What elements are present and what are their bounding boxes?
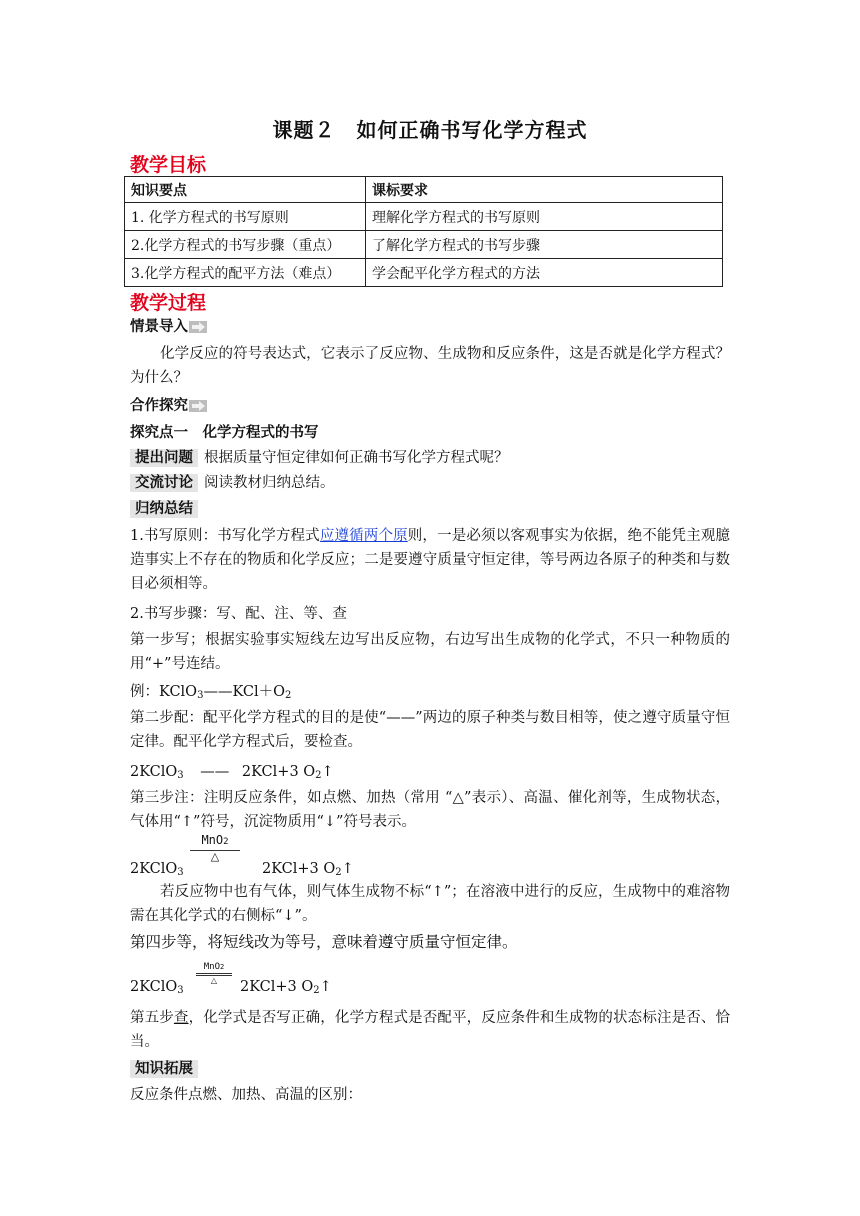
step5-post: ，化学式是否写正确，化学方程式是否配平，反应条件和生成物的状态标注是否、恰当。 xyxy=(130,1010,731,1050)
gas-arrow: ↑ xyxy=(341,861,354,877)
arrow-right-icon xyxy=(189,321,207,333)
eq4-right xyxy=(240,975,332,1003)
step5-paragraph xyxy=(130,1006,730,1054)
table-header-cell: 知识要点 xyxy=(125,177,366,203)
eq-subscript: 3 xyxy=(197,690,204,701)
coop-heading-label: 合作探究 xyxy=(130,398,188,414)
step2-paragraph: 第二步配：配平化学方程式的目的是使“——”两边的原子种类与数目相等，使之遵守质量守恒定律。配平化学方程式后，要检查。 xyxy=(130,710,730,750)
intro-heading xyxy=(130,315,730,339)
eq-text: 2KClO xyxy=(130,764,178,780)
eq3-condition xyxy=(190,834,240,863)
extend-line xyxy=(130,1057,730,1081)
table-header-row xyxy=(125,177,723,203)
eq-text: ——KCl＋O xyxy=(203,684,285,700)
intro-paragraph: 化学反应的符号表达式，它表示了反应物、生成物和反应条件，这是否就是化学方程式？为什么？ xyxy=(130,346,730,386)
eq-subscript: 3 xyxy=(177,867,184,878)
example1-equation xyxy=(130,680,291,708)
table-header-cell: 课标要求 xyxy=(366,177,723,203)
eq-text: 2KCl+3 O xyxy=(262,861,336,877)
table-cell: 理解化学方程式的书写原则 xyxy=(366,203,723,231)
gas-arrow: ↑ xyxy=(321,764,334,780)
table-cell: 1. 化学方程式的书写原则 xyxy=(125,203,366,231)
goals-table xyxy=(124,176,723,287)
gas-arrow: ↑ xyxy=(319,979,332,995)
intro-heading-label: 情景导入 xyxy=(130,319,188,335)
discuss-text: 阅读教材归纳总结。 xyxy=(204,475,335,491)
eq2-equation xyxy=(130,760,334,788)
summary-tag: 归纳总结 xyxy=(130,500,198,518)
eq-subscript: 2 xyxy=(285,690,292,701)
eq-text: 2KClO xyxy=(130,979,178,995)
principle-post: 则，一是必须以客观事实为依据，绝不能凭主观臆造事实上不存在的物质和化学反应；二是要遵守质量守恒定律，等号两边各原子的种类和与数目必须相等。 xyxy=(130,528,731,592)
principle-paragraph xyxy=(130,524,730,596)
section-heading-process: 教学过程 xyxy=(130,292,207,314)
eq-subscript: 2 xyxy=(313,985,320,996)
step5-word: 查 xyxy=(173,1010,189,1026)
step1-paragraph: 第一步写；根据实验事实短线左边写出反应物，右边写出生成物的化学式，不只一种物质的用“+”号连结。 xyxy=(130,632,730,672)
ask-tag: 提出问题 xyxy=(130,449,198,467)
catalyst-label: MnO xyxy=(203,962,221,972)
heat-symbol: △ xyxy=(210,850,220,863)
point1-heading: 探究点一 化学方程式的书写 xyxy=(130,425,319,441)
table-cell: 2.化学方程式的书写步骤（重点） xyxy=(125,231,366,259)
coop-heading xyxy=(130,394,730,418)
catalyst-subscript: 2 xyxy=(220,963,225,971)
table-row xyxy=(125,259,723,287)
ask-line xyxy=(130,446,730,470)
table-row xyxy=(125,231,723,259)
table-cell: 学会配平化学方程式的方法 xyxy=(366,259,723,287)
extend-text: 反应条件点燃、加热、高温的区别： xyxy=(130,1087,362,1103)
eq-text: 2KClO xyxy=(130,861,178,877)
table-cell: 3.化学方程式的配平方法（难点） xyxy=(125,259,366,287)
steps-line: 2.书写步骤：写、配、注、等、查 xyxy=(130,606,347,622)
step3-paragraph: 第三步注：注明反应条件，如点燃、加热（常用 “△”表示）、高温、催化剂等，生成物状态，气体用“↑”符号，沉淀物质用“↓”符号表示。 xyxy=(130,790,730,830)
section-heading-goals: 教学目标 xyxy=(130,154,207,176)
catalyst-label: MnO xyxy=(201,833,224,847)
eq-text: 2KCl+3 O xyxy=(240,979,314,995)
step5-pre: 第五步 xyxy=(130,1010,174,1026)
principle-pre: 1.书写原则：书写化学方程式 xyxy=(130,528,320,544)
step4-line: 第四步等，将短线改为等号，意味着遵守质量守恒定律。 xyxy=(130,933,518,951)
eq-subscript: 3 xyxy=(177,985,184,996)
eq-subscript: 2 xyxy=(315,770,322,781)
discuss-tag: 交流讨论 xyxy=(130,474,198,492)
eq4-condition xyxy=(196,962,232,985)
eq-subscript: 2 xyxy=(335,867,342,878)
arrow-right-icon xyxy=(189,400,207,412)
eq-dash: —— xyxy=(200,764,230,780)
ask-text: 根据质量守恒定律如何正确书写化学方程式呢？ xyxy=(204,450,509,466)
extend-tag: 知识拓展 xyxy=(130,1060,198,1078)
gas-note-paragraph: 若反应物中也有气体，则气体生成物不标“↑”；在溶液中进行的反应，生成物中的难溶物需在其化学式的右侧标“↓”。 xyxy=(130,884,730,924)
heat-symbol: △ xyxy=(210,976,218,985)
table-cell: 了解化学方程式的书写步骤 xyxy=(366,231,723,259)
page-title: 课题２ 如何正确书写化学方程式 xyxy=(272,118,588,142)
eq-text: 2KCl+3 O xyxy=(241,764,316,780)
discuss-line xyxy=(130,471,730,495)
eq-subscript: 3 xyxy=(177,770,184,781)
table-row xyxy=(125,203,723,231)
eq-text: 例：KClO xyxy=(130,684,198,700)
eq4-left xyxy=(130,975,184,1003)
catalyst-subscript: 2 xyxy=(223,837,229,847)
principle-link[interactable]: 应遵循两个原 xyxy=(319,528,408,544)
summary-line xyxy=(130,497,730,521)
